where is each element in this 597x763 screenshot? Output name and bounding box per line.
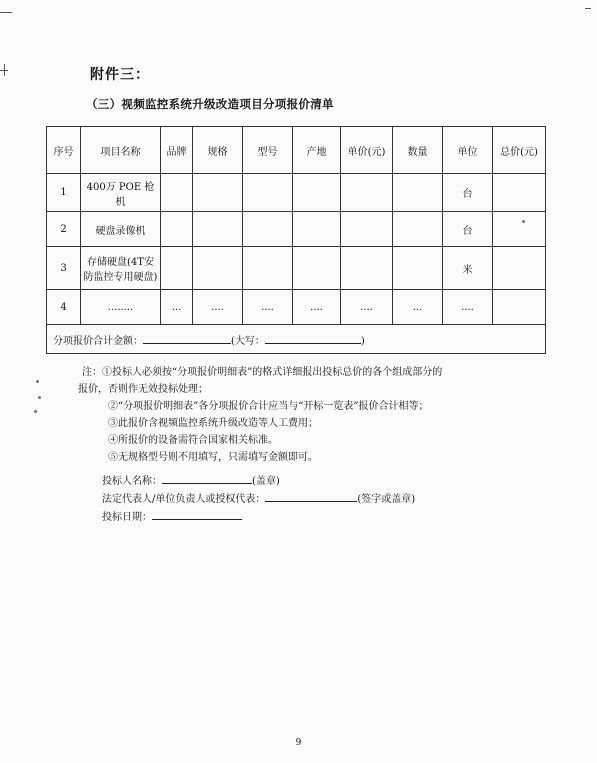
cell-no: 3 bbox=[47, 247, 81, 290]
subtotal-daxie-blank bbox=[265, 332, 361, 344]
bid-date-blank bbox=[152, 508, 242, 520]
cell-model bbox=[243, 247, 293, 290]
cell-no: 2 bbox=[47, 212, 81, 247]
cell-model bbox=[243, 174, 293, 212]
page-number: 9 bbox=[295, 738, 302, 748]
table-row bbox=[47, 247, 546, 290]
cell-unit: 米 bbox=[443, 247, 493, 290]
note-4: ④所报价的设备需符合国家相关标准。 bbox=[108, 435, 278, 446]
note-1-cont: 报价，否则作无效投标处理； bbox=[78, 384, 208, 395]
scan-speck bbox=[38, 396, 41, 399]
cell-origin bbox=[293, 174, 341, 212]
header-no: 序号 bbox=[47, 127, 81, 174]
cell-name: 400万 POE 枪机 bbox=[81, 174, 161, 212]
cell-price bbox=[341, 212, 393, 247]
subtotal-amount-blank bbox=[143, 332, 231, 344]
cell-qty bbox=[393, 247, 443, 290]
note-2: ②“分项报价明细表”各分项报价合计应当与“开标一览表”报价合计相等； bbox=[108, 401, 429, 412]
subtotal-row bbox=[47, 325, 546, 354]
cell-name: 存储硬盘(4T安防监控专用硬盘) bbox=[81, 247, 161, 290]
scan-speck bbox=[36, 380, 39, 383]
header-total: 总价(元) bbox=[493, 127, 546, 174]
cell-unit: 台 bbox=[443, 174, 493, 212]
cell-no: 1 bbox=[47, 174, 81, 212]
note-5: ⑤无规格型号则不用填写，只需填写金额即可。 bbox=[108, 452, 318, 463]
notes-block bbox=[78, 364, 443, 466]
cell-no: 4 bbox=[47, 290, 81, 325]
scan-edge-mark bbox=[4, 64, 5, 76]
bidder-name-line bbox=[102, 472, 415, 490]
header-spec: 规格 bbox=[193, 127, 243, 174]
cell-qty: ... bbox=[393, 290, 443, 325]
subtotal-cell bbox=[47, 325, 546, 354]
cell-model bbox=[243, 212, 293, 247]
cell-origin bbox=[293, 212, 341, 247]
table-title: （三）视频监控系统升级改造项目分项报价清单 bbox=[86, 97, 334, 111]
bid-date-label: 投标日期： bbox=[102, 512, 152, 523]
cell-name: ........ bbox=[81, 290, 161, 325]
note-3: ③此报价含视频监控系统升级改造等人工费用； bbox=[108, 418, 318, 429]
attachment-label: 附件三： bbox=[90, 67, 150, 83]
bidder-name-blank bbox=[162, 472, 252, 484]
cell-qty bbox=[393, 174, 443, 212]
header-qty: 数量 bbox=[393, 127, 443, 174]
representative-line bbox=[102, 490, 415, 508]
header-unit: 单位 bbox=[443, 127, 493, 174]
cell-price bbox=[341, 174, 393, 212]
cell-model: .... bbox=[243, 290, 293, 325]
signature-block bbox=[102, 472, 415, 526]
note-1: 注：①投标人必须按“分项报价明细表”的格式详细报出投标总价的各个组成部分的 bbox=[82, 367, 443, 378]
header-price: 单价(元) bbox=[341, 127, 393, 174]
header-model: 型号 bbox=[243, 127, 293, 174]
cell-brand bbox=[161, 174, 193, 212]
cell-price bbox=[341, 247, 393, 290]
sign-or-seal-label: (签字或盖章) bbox=[357, 494, 416, 505]
cell-spec bbox=[193, 212, 243, 247]
cell-spec: .... bbox=[193, 290, 243, 325]
scan-edge-mark bbox=[0, 12, 12, 13]
table-row bbox=[47, 174, 546, 212]
bidder-name-label: 投标人名称： bbox=[102, 476, 162, 487]
cell-unit: 台 bbox=[443, 212, 493, 247]
table-header-row bbox=[47, 127, 546, 174]
table-row bbox=[47, 212, 546, 247]
scan-edge-mark bbox=[585, 8, 591, 9]
cell-total bbox=[493, 247, 546, 290]
cell-origin bbox=[293, 247, 341, 290]
subtotal-daxie-open: (大写： bbox=[231, 335, 265, 347]
header-brand: 品牌 bbox=[161, 127, 193, 174]
bidder-seal-label: (盖章) bbox=[252, 476, 280, 487]
scan-speck bbox=[522, 220, 525, 223]
header-name: 项目名称 bbox=[81, 127, 161, 174]
cell-total bbox=[493, 212, 546, 247]
cell-spec bbox=[193, 174, 243, 212]
cell-name: 硬盘录像机 bbox=[81, 212, 161, 247]
cell-unit: .... bbox=[443, 290, 493, 325]
representative-blank bbox=[265, 490, 357, 502]
subtotal-label: 分项报价合计金额： bbox=[53, 335, 143, 347]
cell-brand: ... bbox=[161, 290, 193, 325]
cell-origin: .... bbox=[293, 290, 341, 325]
cell-total bbox=[493, 290, 546, 325]
table-row bbox=[47, 290, 546, 325]
cell-price: .... bbox=[341, 290, 393, 325]
quote-table bbox=[46, 126, 546, 354]
scan-speck bbox=[34, 410, 37, 413]
header-origin: 产地 bbox=[293, 127, 341, 174]
cell-qty bbox=[393, 212, 443, 247]
cell-brand bbox=[161, 212, 193, 247]
cell-total bbox=[493, 174, 546, 212]
bid-date-line bbox=[102, 508, 415, 526]
cell-brand bbox=[161, 247, 193, 290]
representative-label: 法定代表人/单位负责人或授权代表： bbox=[102, 494, 266, 505]
cell-spec bbox=[193, 247, 243, 290]
subtotal-daxie-close: ) bbox=[360, 335, 365, 347]
